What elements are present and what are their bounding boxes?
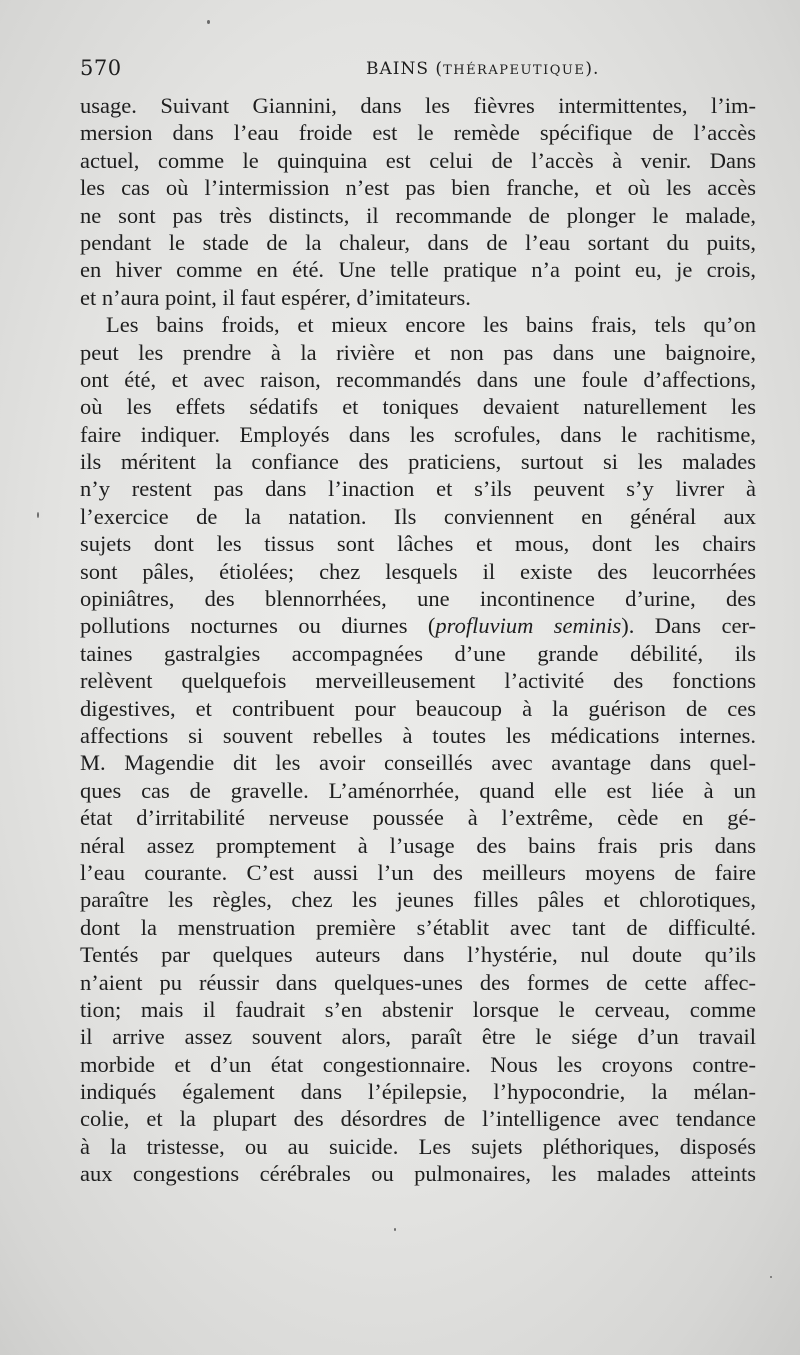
text-line: Tentés par quelques auteurs dans l’hystérie, nul doute qu’ils — [80, 942, 756, 968]
text-line: peut les prendre à la rivière et non pas dans une baignoire, — [80, 339, 756, 365]
text-line: paraître les règles, chez les jeunes filles pâles et chlorotiques, — [80, 887, 756, 913]
page-header — [80, 56, 756, 88]
text-line: colie, et la plupart des désordres de l’intelligence avec tendance — [80, 1106, 756, 1132]
text-line: actuel, comme le quinquina est celui de l’accès à venir. Dans — [80, 147, 756, 173]
text-line: relèvent quelquefois merveilleusement l’activité des fonctions — [80, 668, 756, 694]
running-head — [366, 59, 599, 79]
paper-speck — [207, 20, 210, 24]
text-line: taines gastralgies accompagnées d’une grande débilité, ils — [80, 640, 756, 666]
running-head-open: ( — [429, 59, 444, 79]
text-line: usage. Suivant Giannini, dans les fièvres intermittentes, l’im- — [80, 93, 756, 118]
text-line: l’exercice de la natation. Ils conviennent en général aux — [80, 503, 756, 529]
text-line: ils méritent la confiance des praticiens, surtout si les malades — [80, 449, 756, 475]
text-line: néral assez promptement à l’usage des bains frais pris dans — [80, 832, 756, 858]
latin-term: profluvium seminis — [435, 613, 622, 639]
paper-speck — [394, 1228, 396, 1231]
text-line: où les effets sédatifs et toniques devaient naturellement les — [80, 394, 756, 420]
text-line: dont la menstruation première s’établit avec tant de difficulté. — [80, 914, 756, 940]
text-line: tion; mais il faudrait s’en abstenir lorsque le cerveau, comme — [80, 996, 756, 1022]
text-line: n’y restent pas dans l’inaction et s’ils peuvent s’y livrer à — [80, 476, 756, 502]
text-line: état d’irritabilité nerveuse poussée à l’extrême, cède en gé- — [80, 805, 756, 831]
text-line: opiniâtres, des blennorrhées, une incontinence d’urine, des — [80, 586, 756, 612]
running-head-close: ). — [585, 59, 600, 79]
text-line: pendant le stade de la chaleur, dans de l’eau sortant du puits, — [80, 229, 756, 255]
text-segment: ). Dans cer- — [621, 613, 756, 639]
text-line: digestives, et contribuent pour beaucoup à la guérison de ces — [80, 695, 756, 721]
text-line: ont été, et avec raison, recommandés dans une foule d’affections, — [80, 366, 756, 392]
text-line: Les bains froids, et mieux encore les bains frais, tels qu’on — [106, 312, 756, 338]
text-line: n’aient pu réussir dans quelques-unes des formes de cette affec- — [80, 969, 756, 995]
text-line: en hiver comme en été. Une telle pratique n’a point eu, je crois, — [80, 257, 756, 283]
text-line: ques cas de gravelle. L’aménorrhée, quand elle est liée à un — [80, 777, 756, 803]
text-line: ne sont pas très distincts, il recommande de plonger le malade, — [80, 202, 756, 228]
text-line: à la tristesse, ou au suicide. Les sujets pléthoriques, disposés — [80, 1133, 756, 1159]
text-line: aux congestions cérébrales ou pulmonaires, les malades atteints — [80, 1161, 756, 1187]
text-line: l’eau courante. C’est aussi l’un des meilleurs moyens de faire — [80, 859, 756, 885]
text-line: les cas où l’intermission n’est pas bien franche, et où les accès — [80, 175, 756, 201]
running-head-title: BAINS — [366, 59, 430, 79]
text-line: il arrive assez souvent alors, paraît être le siége d’un travail — [80, 1024, 756, 1050]
text-line: sujets dont les tissus sont lâches et mous, dont les chairs — [80, 531, 756, 557]
text-line: morbide et d’un état congestionnaire. Nous les croyons contre- — [80, 1051, 756, 1077]
body-text — [80, 92, 756, 1188]
paper-speck — [770, 1276, 772, 1278]
text-line: et n’aura point, il faut espérer, d’imitateurs. — [80, 284, 471, 310]
paper-speck — [37, 512, 39, 518]
text-line: M. Magendie dit les avoir conseillés avec avantage dans quel- — [80, 750, 756, 776]
page-number: 570 — [80, 56, 122, 80]
text-line: affections si souvent rebelles à toutes les médications internes. — [80, 722, 756, 748]
text-line-with-italic — [80, 612, 756, 639]
running-head-subtitle: THÉRAPEUTIQUE — [443, 63, 586, 78]
text-line: faire indiquer. Employés dans les scrofules, dans le rachitisme, — [80, 421, 756, 447]
text-line: indiqués également dans l’épilepsie, l’hypocondrie, la mélan- — [80, 1079, 756, 1105]
text-line: sont pâles, étiolées; chez lesquels il existe des leucorrhées — [80, 558, 756, 584]
text-segment: pollutions nocturnes ou diurnes ( — [80, 613, 436, 639]
text-line: mersion dans l’eau froide est le remède spécifique de l’accès — [80, 120, 756, 146]
